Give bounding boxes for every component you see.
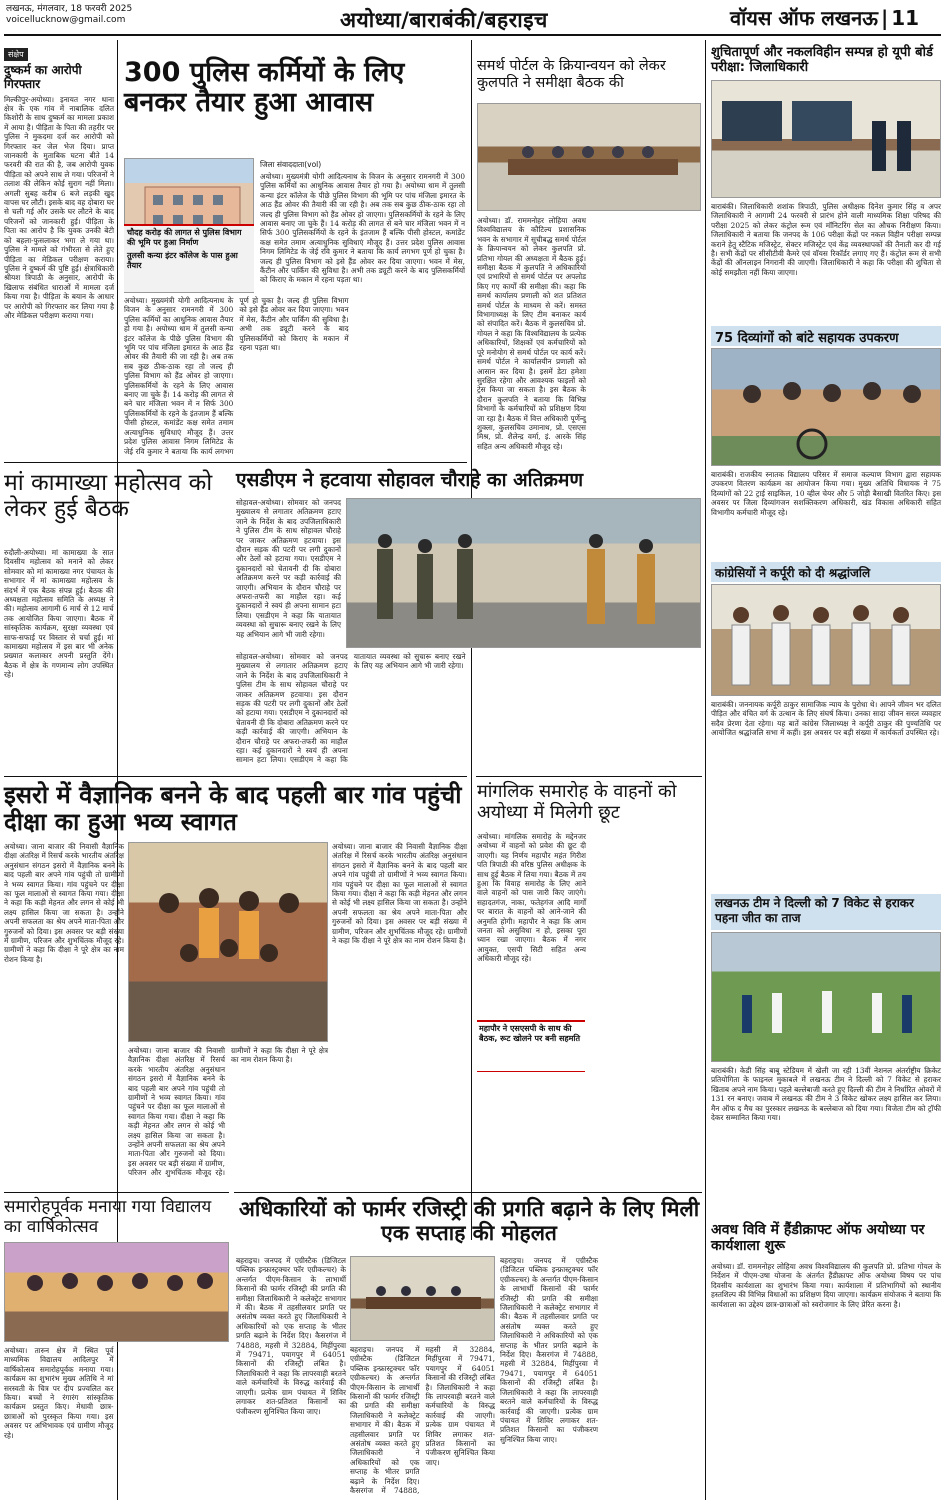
police-reporter: जिला संवाददाता(vol)	[260, 160, 322, 169]
farmer-headline: अधिकारियों को फार्मर रजिस्ट्री की प्रगति बढ़ाने के लिए मिली एक सप्ताह की मोहलत	[238, 1197, 700, 1245]
header-rule	[4, 34, 941, 36]
handicraft-headline: अवध विवि में हैंडीक्राफ्ट ऑफ अयोध्या पर कार्यशाला शुरू	[711, 1222, 925, 1255]
section-title: अयोध्या/बाराबंकी/बहराइच	[340, 8, 548, 32]
masthead-dateline	[6, 4, 132, 26]
isro-illustration	[129, 843, 329, 1043]
sdm-photo	[346, 498, 701, 648]
isro-photo	[128, 842, 328, 1042]
congress-photo	[711, 584, 941, 696]
kamakhya-text: रुदौली-अयोध्या। मां कामाख्या के सात दिवसीय महोत्सव को मनाने को लेकर सोमवार को मां कामाख्या नगर पंचायत के सभागार में मां कामाख्या महोत्सव के संदर्भ में एक बैठक संपन्न हुई। बैठक की अध्यक्षता महोत्सव समिति के अध्यक्ष ने की। महोत्सव आगामी 6 मार्च से 12 मार्च तक आयोजित किया जाएगा। बैठक में सांस्कृतिक कार्यक्रम, सुरक्षा व्यवस्था एवं साफ-सफाई पर विस्तार से चर्चा हुई। मां कामाख्या महोत्सव में इस बार भी अनेक प्रख्यात कलाकार अपनी प्रस्तुति देंगे। बैठक में क्षेत्र के गणमान्य लोग उपस्थित रहे।	[4, 548, 114, 680]
brand-name: वॉयस ऑफ लखनऊ	[730, 6, 878, 30]
police-text-intro	[260, 172, 465, 285]
police-text-body: अयोध्या। मुख्यमंत्री योगी आदित्यनाथ के विजन के अनुसार रामनगरी में 300 पुलिस कर्मियों का आधुनिक आवास तैयार हो गया है। अयोध्या धाम में तुलसी कन्या इंटर कॉलेज के पीछे पुलिस विभाग की भूमि पर पांच मंजिला इमारत के आठ हैंड ओवर की तैयारी की जा रही है। अब तक सब कुछ ठीक-ठाक रहा तो जल्द ही पुलिस विभाग को हैंड ओवर हो जाएगा। पुलिसकर्मियों के रहने के लिए आवास बनाए जा चुके हैं। 14 करोड़ की लागत से बने चार मंजिला भवन में न सिर्फ 300 पुलिसकर्मियों के रहने के इंतजाम हैं बल्कि पीसी होस्टल, कमांडेंट कक्ष समेत तमाम अत्याधुनिक सुविधाएं मौजूद हैं। उत्तर प्रदेश पुलिस आवास निगम लिमिटेड के जेई रवि कुमार ने बताया कि कार्य लगभग पूर्ण हो चुका है। जल्द ही पुलिस विभाग को इसे हैंड ओवर कर दिया जाएगा। भवन में मेस, कैंटीन और पार्किंग की सुविधा है। अभी तक ड्यूटी करने के बाद पुलिसकर्मियों को किराए के मकान में रहना पड़ता था।	[124, 296, 349, 456]
police-highlights	[124, 224, 254, 292]
isro-headline: इसरो में वैज्ञानिक बनने के बाद पहली बार गांव पहुंची दीक्षा का हुआ भव्य स्वागत	[4, 781, 462, 836]
school-photo	[4, 1242, 229, 1342]
police-text-intro-span: अयोध्या। मुख्यमंत्री योगी आदित्यनाथ के विजन के अनुसार रामनगरी में 300 पुलिस कर्मियों का आधुनिक आवास तैयार हो गया है। अयोध्या धाम में तुलसी कन्या इंटर कॉलेज के पीछे पुलिस विभाग की भूमि पर पांच मंजिला इमारत के आठ हैंड ओवर की तैयारी की जा रही है। अब तक सब कुछ ठीक-ठाक रहा तो जल्द ही पुलिस विभाग को हैंड ओवर हो जाएगा। पुलिसकर्मियों के रहने के लिए आवास बनाए जा चुके हैं। 14 करोड़ की लागत से बने चार मंजिला भवन में न सिर्फ 300 पुलिसकर्मियों के रहने के इंतजाम हैं बल्कि पीसी होस्टल, कमांडेंट कक्ष समेत तमाम अत्याधुनिक सुविधाएं मौजूद हैं। उत्तर प्रदेश पुलिस आवास निगम लिमिटेड के जेई रवि कुमार ने बताया कि कार्य लगभग पूर्ण हो चुका है। जल्द ही पुलिस विभाग को इसे हैंड ओवर कर दिया जाएगा। भवन में मेस, कैंटीन और पार्किंग की सुविधा है। अभी तक ड्यूटी करने के बाद पुलिसकर्मियों को किराए के मकान में रहना पड़ता था।	[260, 172, 465, 285]
exam-photo	[711, 80, 941, 198]
farmer-text-3: बहराइच। जनपद में एग्रीस्टैक (डिजिटल पब्लिक इन्फ्रास्ट्रक्चर फॉर एग्रीकल्चर) के अन्तर्गत पीएम-किसान के लाभार्थी किसानों की फार्मर रजिस्ट्री की प्रगति की समीक्षा जिलाधिकारी ने कलेक्ट्रेट सभागार में की। बैठक में तहसीलवार प्रगति पर असंतोष व्यक्त करते हुए जिलाधिकारी ने अधिकारियों को एक सप्ताह के भीतर प्रगति बढ़ाने के निर्देश दिए। कैसरगंज में 74888, महसी में 32884, मिहींपुरवा में 79471, पयागपुर में 64051 किसानों की रजिस्ट्री लंबित है। जिलाधिकारी ने कहा कि लापरवाही बरतने वाले कर्मचारियों के विरुद्ध कार्रवाई की जाएगी। प्रत्येक ग्राम पंचायत में शिविर लगाकर शत-प्रतिशत किसानों का पंजीकरण सुनिश्चित किया जाए।	[500, 1256, 598, 1444]
exam-illustration	[712, 81, 942, 199]
sdm-illustration	[347, 499, 702, 649]
brief-text: मिल्कीपुर-अयोध्या। इनायत नगर थाना क्षेत्र के एक गांव में नाबालिक दलित किशोरी के साथ दुष्कर्म का मामला प्रकाश में आया है। पीड़िता के पिता की तहरीर पर पुलिस ने मुकदमा दर्ज कर आरोपी को गिरफ्तार कर जेल भेज दिया। प्राप्त जानकारी के मुताबिक घटना बीते 14 फरवरी की रात की है, जब आरोपी युवक पीड़िता को अपने साथ ले गया। परिजनों ने तलाश की लेकिन कोई सुराग नहीं मिला। अगली सुबह करीब 6 बजे लड़की खुद वापस घर लौटी। इसके बाद वह दोबारा घर से चली गई और उसके घर लौटने के बाद परिजनों को जानकारी हुई। पीड़िता के पिता का आरोप है कि युवक उनकी बेटी को बहला-फुसलाकर भगा ले गया था। पुलिस ने मामले को गंभीरता से लेते हुए पीड़िता का मेडिकल परीक्षण कराया। पुलिस ने दुष्कर्म की पुष्टि हुई। क्षेत्राधिकारी श्रीयश त्रिपाठी के अनुसार, आरोपी के खिलाफ संबंधित धाराओं में मामला दर्ज किया गया है। पीड़िता के बयान के आधार पर आरोपी को गिरफ्तार कर लिया गया है और मेडिकल परीक्षण कराया गया।	[4, 94, 114, 320]
brief-headline: दुष्कर्म का आरोपी गिरफ्तार	[4, 63, 82, 91]
divyang-headline: 75 दिव्यांगों को बांटे सहायक उपकरण	[711, 326, 941, 346]
marriage-text: अयोध्या। मांगलिक समारोह के मद्देनजर अयोध्या में वाहनों को प्रवेश की छूट दी जाएगी। यह निर्णय महापौर महंत गिरीश पति त्रिपाठी की वरिष्ठ पुलिस अधीक्षक के साथ हुई बैठक में लिया गया। बैठक में तय हुआ कि विवाह समारोह के लिए आने वाले वाहनों को पास जारी किए जाएंगे। सहादतगंज, नाका, फतेहगंज आदि मार्गों पर बारात के वाहनों को आने-जाने की अनुमति होगी। महापौर ने कहा कि आम जनता को असुविधा न हो, इसका पूरा ध्यान रखा जाएगा। बैठक में नगर आयुक्त, एसपी सिटी सहित अन्य अधिकारी मौजूद रहे।	[477, 832, 586, 964]
cricket-photo	[711, 932, 941, 1062]
farmer-photo	[350, 1256, 495, 1341]
school-headline: समारोहपूर्वक मनाया गया विद्यालय का वार्षिकोत्सव	[4, 1197, 212, 1237]
rule-school	[4, 1192, 229, 1193]
isro-text-3: अयोध्या। जाना बाजार की निवासी वैज्ञानिक दीक्षा अंतरिक्ष में रिसर्च करके भारतीय अंतरिक्ष अनुसंधान संगठन इसरो में वैज्ञानिक बनने के बाद पहली बार अपने गांव पहुंची तो ग्रामीणों ने भव्य स्वागत किया। गांव पहुंचने पर दीक्षा का फूल मालाओं से स्वागत किया गया। दीक्षा ने कहा कि कड़ी मेहनत और लगन से कोई भी लक्ष्य हासिल किया जा सकता है। उन्होंने अपनी सफलता का श्रेय अपने माता-पिता और गुरुजनों को दिया। इस अवसर पर बड़ी संख्या में ग्रामीण, परिजन और शुभचिंतक मौजूद रहे। ग्रामीणों ने कहा कि दीक्षा ने पूरे क्षेत्र का नाम रोशन किया है।	[128, 1046, 328, 1178]
marriage-highlight: महापौर ने एसएसपी के साथ की बैठक, रूट खोलने पर बनी सहमति	[477, 1020, 585, 1072]
police-highlight-2: तुलसी कन्या इंटर कॉलेज के पास हुआ तैयार	[127, 251, 238, 270]
divyang-illustration	[712, 349, 942, 467]
rule-isro	[4, 776, 467, 777]
congress-text: बाराबंकी। जननायक कर्पूरी ठाकुर सामाजिक न्याय के पुरोधा थे। आपने जीवन भर दलित पीड़ित और वंचित वर्ग के उत्थान के लिए संघर्ष किया। उनका सादा जीवन सरल व्यवहार सदैव प्रेरणा देता रहेगा। यह बातें कांग्रेस जिलाध्यक्ष ने कर्पूरी ठाकुर की पुण्यतिथि पर आयोजित श्रद्धांजलि सभा में कहीं। इस अवसर पर बड़ी संख्या में कार्यकर्ता उपस्थित रहे।	[711, 700, 941, 738]
sdm-text-body: सोहावल-अयोध्या। सोमवार को जनपद मुख्यालय से लगातार अतिक्रमण हटाए जाने के निर्देश के बाद उपजिलाधिकारी ने पुलिस टीम के साथ सोहावल चौराहे पर जाकर अतिक्रमण हटवाया। इस दौरान सड़क की पटरी पर लगी दुकानों और ठेलों को हटाया गया। एसडीएम ने दुकानदारों को चेतावनी दी कि दोबारा अतिक्रमण करने पर कड़ी कार्रवाई की जाएगी। अभियान के दौरान चौराहे पर अफरा-तफरी का माहौल रहा। कई दुकानदारों ने स्वयं ही अपना सामान हटा लिया। एसडीएम ने कहा कि यातायात व्यवस्था को सुचारू बनाए रखने के लिए यह अभियान आगे भी जारी रहेगा।	[236, 652, 466, 765]
police-highlight-1: चौदह करोड़ की लागत से पुलिस विभाग की भूमि पर हुआ निर्माण	[127, 228, 242, 247]
handicraft-text: अयोध्या। डॉ. राममनोहर लोहिया अवध विश्वविद्यालय की कुलपति प्रो. प्रतिभा गोयल के निर्देशन में पीएम-उषा योजना के अंतर्गत हैंडीक्राफ्ट ऑफ अयोध्या विषय पर पांच दिवसीय कार्यशाला का शुभारंभ किया गया। कार्यशाला में प्रतिभागियों को स्थानीय हस्तशिल्प की विभिन्न विधाओं का प्रशिक्षण दिया जाएगा। कार्यक्रम संयोजक ने बताया कि कार्यशाला का उद्देश्य छात्र-छात्राओं को स्वरोजगार के लिए प्रेरित करना है।	[711, 1262, 941, 1309]
portal-headline: समर्थ पोर्टल के क्रियान्वयन को लेकर कुलपति ने समीक्षा बैठक की	[477, 58, 666, 91]
brief-label: संक्षेप	[4, 48, 28, 61]
congress-illustration	[712, 585, 942, 697]
police-headline: 300 पुलिस कर्मियों के लिए बनकर तैयार हुआ आवास	[124, 57, 405, 119]
farmer-illustration	[351, 1257, 496, 1342]
farmer-text-1: बहराइच। जनपद में एग्रीस्टैक (डिजिटल पब्लिक इन्फ्रास्ट्रक्चर फॉर एग्रीकल्चर) के अन्तर्गत पीएम-किसान के लाभार्थी किसानों की फार्मर रजिस्ट्री की प्रगति की समीक्षा जिलाधिकारी ने कलेक्ट्रेट सभागार में की। बैठक में तहसीलवार प्रगति पर असंतोष व्यक्त करते हुए जिलाधिकारी ने अधिकारियों को एक सप्ताह के भीतर प्रगति बढ़ाने के निर्देश दिए। कैसरगंज में 74888, महसी में 32884, मिहींपुरवा में 79471, पयागपुर में 64051 किसानों की रजिस्ट्री लंबित है। जिलाधिकारी ने कहा कि लापरवाही बरतने वाले कर्मचारियों के विरुद्ध कार्रवाई की जाएगी। प्रत्येक ग्राम पंचायत में शिविर लगाकर शत-प्रतिशत किसानों का पंजीकरण सुनिश्चित किया जाए।	[236, 1256, 346, 1416]
farmer-text-2: बहराइच। जनपद में एग्रीस्टैक (डिजिटल पब्लिक इन्फ्रास्ट्रक्चर फॉर एग्रीकल्चर) के अन्तर्गत पीएम-किसान के लाभार्थी किसानों की फार्मर रजिस्ट्री की प्रगति की समीक्षा जिलाधिकारी ने कलेक्ट्रेट सभागार में की। बैठक में तहसीलवार प्रगति पर असंतोष व्यक्त करते हुए जिलाधिकारी ने अधिकारियों को एक सप्ताह के भीतर प्रगति बढ़ाने के निर्देश दिए। कैसरगंज में 74888, महसी में 32884, मिहींपुरवा में 79471, पयागपुर में 64051 किसानों की रजिस्ट्री लंबित है। जिलाधिकारी ने कहा कि लापरवाही बरतने वाले कर्मचारियों के विरुद्ध कार्रवाई की जाएगी। प्रत्येक ग्राम पंचायत में शिविर लगाकर शत-प्रतिशत किसानों का पंजीकरण सुनिश्चित किया जाए।	[350, 1345, 495, 1496]
portal-text: अयोध्या। डॉ. राममनोहर लोहिया अवध विश्वविद्यालय के कौटिल्य प्रशासनिक भवन के सभागार में सूचीबद्ध समर्थ पोर्टल के क्रियान्वयन को लेकर कुलपति प्रो. प्रतिभा गोयल की अध्यक्षता में बैठक हुई। समीक्षा बैठक में कुलपति ने अधिकारियों एवं प्रभारियों से समर्थ पोर्टल पर अपलोड किए गए कार्यों की समीक्षा की। कहा कि समर्थ कार्यालय प्रणाली को शत प्रतिशत समर्थ पोर्टल के माध्यम से करें। समस्त विभागाध्यक्ष के लिए टीम बनाकर कार्य को संपादित करें। बैठक में कुलसचिव प्रो. गोयल ने कहा कि विश्वविद्यालय के प्रत्येक अधिकारियों, शिक्षकों एवं कर्मचारियों को पूरे मनोयोग से समर्थ पोर्टल पर कार्य करें। समर्थ पोर्टल ने कार्यालयीन प्रणाली को आसान कर दिया है। इसमें डेटा हमेशा सुरक्षित रहेगा और आवश्यक फाइलों को ट्रेस किया जा सकता है। इस बैठक के दौरान कुलपति ने बताया कि विभिन्न विभागों के कर्मचारियों को प्रशिक्षण दिया जा रहा है। बैठक में वित्त अधिकारी पूर्णेन्दु शुक्ला, कुलसचिव उमानाथ, प्रो. एसएस मिश्र, प्रो. शैलेन्द्र वर्मा, इं. आरके सिंह सहित अन्य अधिकारी मौजूद रहे।	[477, 216, 586, 451]
sdm-headline: एसडीएम ने हटवाया सोहावल चौराहे का अतिक्रमण	[236, 469, 584, 491]
sdm-text-intro: सोहावल-अयोध्या। सोमवार को जनपद मुख्यालय से लगातार अतिक्रमण हटाए जाने के निर्देश के बाद उपजिलाधिकारी ने पुलिस टीम के साथ सोहावल चौराहे पर जाकर अतिक्रमण हटवाया। इस दौरान सड़क की पटरी पर लगी दुकानों और ठेलों को हटाया गया। एसडीएम ने दुकानदारों को चेतावनी दी कि दोबारा अतिक्रमण करने पर कड़ी कार्रवाई की जाएगी। अभियान के दौरान चौराहे पर अफरा-तफरी का माहौल रहा। कई दुकानदारों ने स्वयं ही अपना सामान हटा लिया। एसडीएम ने कहा कि यातायात व्यवस्था को सुचारू बनाए रखने के लिए यह अभियान आगे भी जारी रहेगा।	[236, 498, 341, 639]
isro-text-2: अयोध्या। जाना बाजार की निवासी वैज्ञानिक दीक्षा अंतरिक्ष में रिसर्च करके भारतीय अंतरिक्ष अनुसंधान संगठन इसरो में वैज्ञानिक बनने के बाद पहली बार अपने गांव पहुंची तो ग्रामीणों ने भव्य स्वागत किया। गांव पहुंचने पर दीक्षा का फूल मालाओं से स्वागत किया गया। दीक्षा ने कहा कि कड़ी मेहनत और लगन से कोई भी लक्ष्य हासिल किया जा सकता है। उन्होंने अपनी सफलता का श्रेय अपने माता-पिता और गुरुजनों को दिया। इस अवसर पर बड़ी संख्या में ग्रामीण, परिजन और शुभचिंतक मौजूद रहे। ग्रामीणों ने कहा कि दीक्षा ने पूरे क्षेत्र का नाम रोशन किया है।	[332, 842, 467, 946]
cricket-text: बाराबंकी। केडी सिंह बाबू स्टेडियम में खेली जा रही 13वीं नेशनल अंतर्राष्ट्रीय क्रिकेट प्रतियोगिता के फाइनल मुकाबले में लखनऊ टीम ने दिल्ली को 7 विकेट से हराकर खिताब अपने नाम किया। पहले बल्लेबाजी करते हुए दिल्ली की टीम ने निर्धारित ओवरों में 131 रन बनाए। जवाब में लखनऊ की टीम ने 3 विकेट खोकर लक्ष्य हासिल कर लिया। मैन ऑफ द मैच का पुरस्कार लखनऊ के बल्लेबाज को दिया गया। विजेता टीम को ट्रॉफी देकर सम्मानित किया गया।	[711, 1066, 941, 1123]
date-line: लखनऊ, मंगलवार, 18 फरवरी 2025	[6, 4, 133, 14]
meeting-photo	[477, 103, 701, 211]
rule-marriage	[476, 776, 702, 777]
isro-text-1: अयोध्या। जाना बाजार की निवासी वैज्ञानिक दीक्षा अंतरिक्ष में रिसर्च करके भारतीय अंतरिक्ष अनुसंधान संगठन इसरो में वैज्ञानिक बनने के बाद पहली बार अपने गांव पहुंची तो ग्रामीणों ने भव्य स्वागत किया। गांव पहुंचने पर दीक्षा का फूल मालाओं से स्वागत किया गया। दीक्षा ने कहा कि कड़ी मेहनत और लगन से कोई भी लक्ष्य हासिल किया जा सकता है। उन्होंने अपनी सफलता का श्रेय अपने माता-पिता और गुरुजनों को दिया। इस अवसर पर बड़ी संख्या में ग्रामीण, परिजन और शुभचिंतक मौजूद रहे। ग्रामीणों ने कहा कि दीक्षा ने पूरे क्षेत्र का नाम रोशन किया है।	[4, 842, 124, 964]
marriage-headline: मांगलिक समारोह के वाहनों को अयोध्या में मिलेगी छूट	[477, 781, 677, 823]
kamakhya-headline: मां कामाख्या महोत्सव को लेकर हुई बैठक	[4, 470, 213, 523]
divider-3	[705, 40, 706, 1500]
email: voicellucknow@gmail.com	[6, 15, 126, 25]
cricket-illustration	[712, 933, 942, 1063]
brand-title: वॉयस ऑफ लखनऊ | 11	[730, 6, 920, 30]
school-illustration	[5, 1243, 230, 1343]
congress-headline: कांग्रेसियों ने कर्पूरी को दी श्रद्धांजलि	[711, 562, 941, 582]
school-text: अयोध्या। तारुन क्षेत्र में स्थित पूर्व माध्यमिक विद्यालय आदिलपुर में वार्षिकोत्सव समारोहपूर्वक मनाया गया। कार्यक्रम का शुभारंभ मुख्य अतिथि ने मां सरस्वती के चित्र पर दीप प्रज्वलित कर किया। बच्चों ने रंगारंग सांस्कृतिक कार्यक्रम प्रस्तुत किए। मेधावी छात्र-छात्राओं को पुरस्कृत किया गया। इस अवसर पर अभिभावक एवं ग्रामीण मौजूद रहे।	[4, 1346, 114, 1440]
brief-block	[4, 42, 114, 612]
exam-headline: शुचितापूर्ण और नकलविहीन सम्पन्न हो यूपी बोर्ड परीक्षा: जिलाधिकारी	[711, 45, 933, 75]
page-number: 11	[891, 6, 920, 30]
cricket-headline: लखनऊ टीम ने दिल्ली को 7 विकेट से हराकर पहना जीत का ताज	[711, 894, 941, 930]
divyang-photo	[711, 348, 941, 466]
meeting-illustration	[478, 104, 702, 212]
exam-text: बाराबंकी। जिलाधिकारी शशांक त्रिपाठी, पुलिस अधीक्षक दिनेश कुमार सिंह व अपर जिलाधिकारी ने आगामी 24 फरवरी से प्रारंभ होने वाली माध्यमिक शिक्षा परिषद की परीक्षा 2025 को लेकर कंट्रोल रूम एवं मॉनिटरिंग सेल का औचक निरीक्षण किया। जिलाधिकारी ने बताया कि जनपद के 106 परीक्षा केंद्रों पर नकल विहीन परीक्षा सम्पन्न कराने हेतु स्टैटिक मजिस्ट्रेट, सेक्टर मजिस्ट्रेट एवं केंद्र व्यवस्थापकों की तैनाती कर दी गई है। सभी केंद्रों पर सीसीटीवी कैमरे एवं वॉयस रिकॉर्डर लगाए गए हैं। कंट्रोल रूम से सभी केंद्रों की ऑनलाइन निगरानी की जाएगी। जिलाधिकारी ने कहा कि परीक्षा की शुचिता से कोई समझौता नहीं किया जाएगा।	[711, 202, 941, 277]
divyang-text: बाराबंकी। राजकीय स्नातक विद्यालय परिसर में समाज कल्याण विभाग द्वारा सहायक उपकरण वितरण कार्यक्रम का आयोजन किया गया। मुख्य अतिथि विधायक ने 75 दिव्यांगों को 22 ट्राई साइकिल, 10 व्हील चेयर और 5 जोड़ी बैसाखी वितरित किए। इस अवसर पर जिला दिव्यांगजन सशक्तिकरण अधिकारी, खंड विकास अधिकारी सहित विभागीय कर्मचारी मौजूद रहे।	[711, 470, 941, 517]
rule-farmer	[234, 1192, 702, 1193]
rule-kamakhya	[4, 462, 467, 463]
